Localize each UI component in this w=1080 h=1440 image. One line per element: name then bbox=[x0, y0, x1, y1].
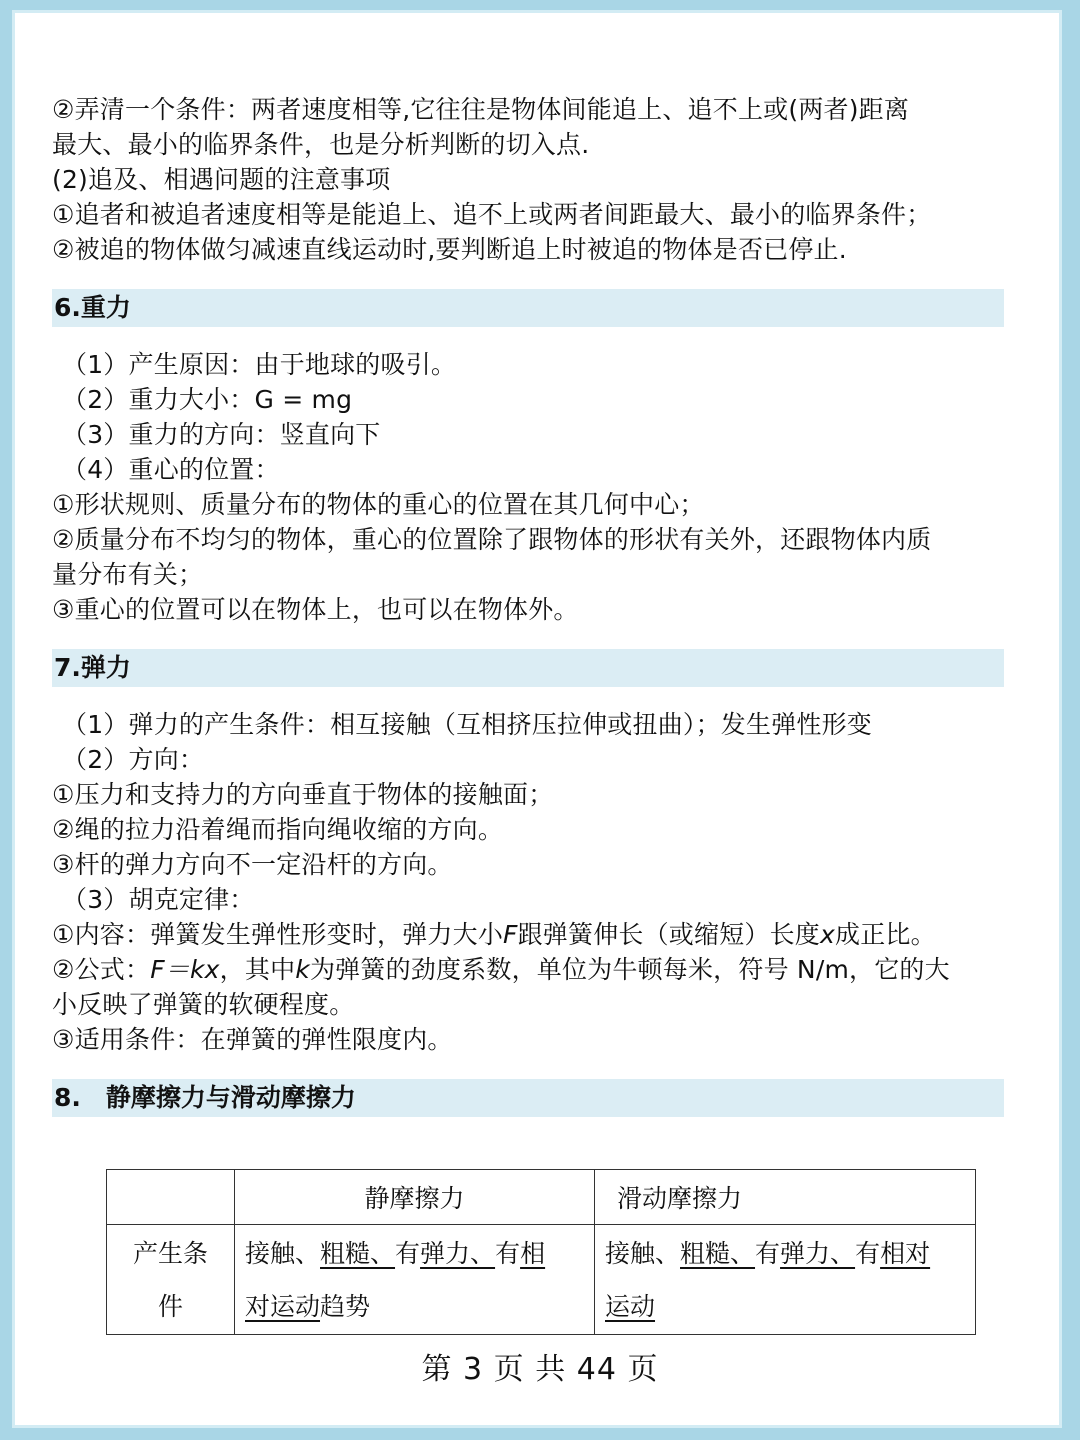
variable-F: F bbox=[503, 920, 518, 949]
document-body bbox=[52, 92, 1012, 1137]
row-label-conditions bbox=[107, 1225, 235, 1335]
hooke-condition-line: ③适用条件：在弹簧的弹性限度内。 bbox=[52, 1025, 453, 1054]
text-run: ①内容：弹簧发生弹性形变时，弹力大小 bbox=[52, 920, 504, 949]
text-run: 为弹簧的劲度系数，单位为牛顿每米，符号 N/m，它的大 bbox=[309, 955, 950, 984]
underlined-run: 弹力、 bbox=[780, 1239, 856, 1268]
gravity-line: （3）重力的方向：竖直向下 bbox=[62, 420, 381, 449]
underlined-run: 粗糙、 bbox=[320, 1239, 396, 1268]
hooke-content-line bbox=[52, 917, 1012, 952]
text-run: 接触、 bbox=[605, 1239, 681, 1268]
text-run: ②公式： bbox=[52, 955, 151, 984]
text-run: 跟弹簧伸长（或缩短）长度 bbox=[517, 920, 821, 949]
underlined-run: 相对 bbox=[880, 1239, 931, 1268]
intro-line: 最大、最小的临界条件，也是分析判断的切入点. bbox=[52, 130, 590, 159]
table-corner-cell bbox=[107, 1170, 235, 1225]
hooke-formula-line bbox=[52, 952, 1012, 987]
underlined-run: 粗糙、 bbox=[680, 1239, 756, 1268]
section-heading-gravity: 6.重力 bbox=[52, 289, 1004, 327]
intro-line: (2)追及、相遇问题的注意事项 bbox=[52, 165, 391, 194]
section-heading-friction: 8. 静摩擦力与滑动摩擦力 bbox=[52, 1079, 1004, 1117]
row-label-part: 产生条 bbox=[132, 1239, 208, 1268]
table-row bbox=[107, 1225, 976, 1335]
elastic-line: （3）胡克定律： bbox=[62, 885, 255, 914]
header-static-friction: 静摩擦力 bbox=[235, 1170, 595, 1225]
gravity-line: （4）重心的位置： bbox=[62, 455, 280, 484]
table-header-row bbox=[107, 1170, 976, 1225]
text-run: 接触、 bbox=[245, 1239, 321, 1268]
text-run: 有 bbox=[755, 1239, 781, 1268]
header-sliding-friction: 滑动摩擦力 bbox=[595, 1170, 976, 1225]
elastic-line: ③杆的弹力方向不一定沿杆的方向。 bbox=[52, 850, 453, 879]
variable-x: x bbox=[820, 920, 836, 949]
elastic-line: （2）方向： bbox=[62, 745, 205, 774]
elastic-line: ②绳的拉力沿着绳而指向绳收缩的方向。 bbox=[52, 815, 504, 844]
hooke-formula-line-2: 小反映了弹簧的软硬程度。 bbox=[52, 990, 355, 1019]
gravity-line: （1）产生原因：由于地球的吸引。 bbox=[62, 350, 457, 379]
gravity-line: ①形状规则、质量分布的物体的重心的位置在其几何中心； bbox=[52, 490, 705, 519]
text-run: 有 bbox=[495, 1239, 521, 1268]
gravity-line: 量分布有关； bbox=[52, 560, 204, 589]
text-run: 成正比。 bbox=[835, 920, 936, 949]
gravity-line: （2）重力大小：G = mg bbox=[62, 385, 353, 414]
intro-line: ②弄清一个条件：两者速度相等,它往往是物体间能追上、追不上或(两者)距离 bbox=[52, 95, 910, 124]
elastic-line: ①压力和支持力的方向垂直于物体的接触面； bbox=[52, 780, 554, 809]
intro-line: ①追者和被追者速度相等是能追上、追不上或两者间距最大、最小的临界条件； bbox=[52, 200, 932, 229]
friction-table bbox=[106, 1169, 976, 1335]
text-run: ，其中 bbox=[219, 955, 296, 984]
row-label-part: 件 bbox=[157, 1292, 183, 1321]
underlined-run: 运动 bbox=[605, 1292, 656, 1321]
underlined-run: 相 bbox=[520, 1239, 546, 1268]
static-friction-conditions bbox=[235, 1225, 595, 1335]
variable-k: k bbox=[295, 955, 310, 984]
gravity-line: ②质量分布不均匀的物体，重心的位置除了跟物体的形状有关外，还跟物体内质 bbox=[52, 525, 932, 554]
page-number-footer: 第 3 页 共 44 页 bbox=[421, 1352, 659, 1387]
text-run: 有 bbox=[855, 1239, 881, 1268]
text-run: 有 bbox=[395, 1239, 421, 1268]
underlined-run: 对运动 bbox=[245, 1292, 321, 1321]
formula: F＝kx bbox=[150, 955, 220, 984]
text-run: 趋势 bbox=[320, 1292, 371, 1321]
sliding-friction-conditions bbox=[595, 1225, 976, 1335]
intro-line: ②被追的物体做匀减速直线运动时,要判断追上时被追的物体是否已停止. bbox=[52, 235, 847, 264]
underlined-run: 弹力、 bbox=[420, 1239, 496, 1268]
elastic-line: （1）弹力的产生条件：相互接触（互相挤压拉伸或扭曲）；发生弹性形变 bbox=[62, 710, 873, 739]
section-heading-elastic: 7.弹力 bbox=[52, 649, 1004, 687]
gravity-line: ③重心的位置可以在物体上，也可以在物体外。 bbox=[52, 595, 579, 624]
